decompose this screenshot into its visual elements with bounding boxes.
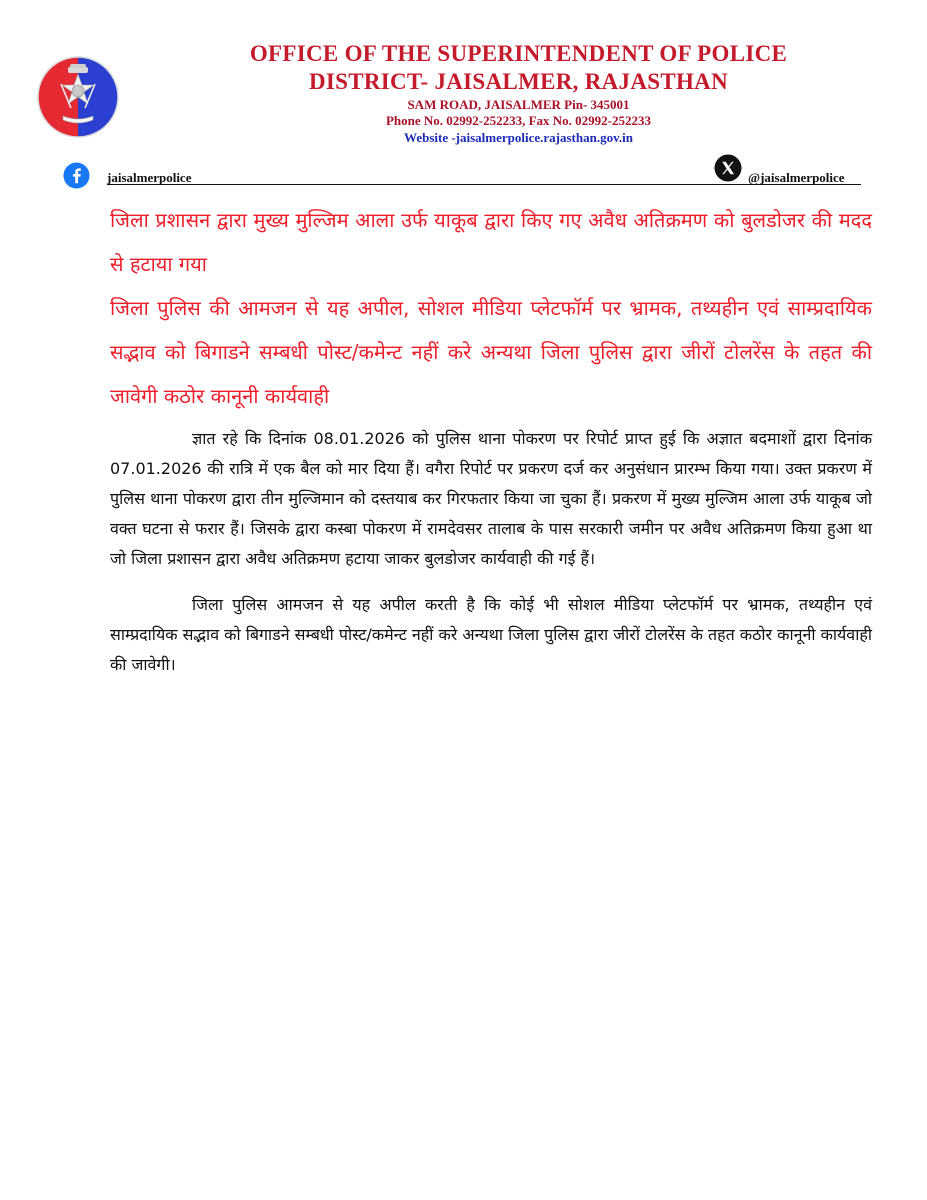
paragraph-appeal: जिला पुलिस आमजन से यह अपील करती है कि कोई भी सोशल मीडिया प्लेटफॉर्म पर भ्रामक, तथ्यहीन एवं साम्प्रदायिक सद्भाव को बिगाडने सम्बधी पोस्ट/कमेन्ट नहीं करे अन्यथा जिला पुलिस द्वारा जीरों टोलरेंस के तहत कठोर कानूनी कार्यवाही की जावेगी। (110, 595, 872, 674)
website-line: Website -jaisalmerpolice.rajasthan.gov.in (404, 130, 633, 145)
office-title: OFFICE OF THE SUPERINTENDENT OF POLICE (249, 41, 788, 66)
headline-block (110, 198, 872, 418)
address-line: SAM ROAD, JAISALMER Pin- 345001 (407, 97, 630, 112)
facebook-handle[interactable]: jaisalmerpolice (107, 170, 192, 185)
headline-appeal: जिला पुलिस की आमजन से यह अपील, सोशल मीडिया प्लेटफॉर्म पर भ्रामक, तथ्यहीन एवं साम्प्रदायिक सद्भाव को बिगाडने सम्बधी पोस्ट/कमेन्ट नहीं करे अन्यथा जिला पुलिस द्वारा जीरों टोलरेंस के तहत की जावेगी कठोर कानूनी कार्यवाही (110, 296, 872, 408)
headline-bulldozer: जिला प्रशासन द्वारा मुख्य मुल्जिम आला उर्फ याकूब द्वारा किए गए अवैध अतिक्रमण को बुलडोजर की मदद से हटाया गया (110, 208, 872, 276)
paragraph-incident: ज्ञात रहे कि दिनांक 08.01.2026 को पुलिस थाना पोकरण पर रिपोर्ट प्राप्त हुई कि अज्ञात बदमाशों द्वारा दिनांक 07.01.2026 की रात्रि में एक बैल को मार दिया हैं। वगैरा रिपोर्ट पर प्रकरण दर्ज कर अनुसंधान प्रारम्भ किया गया। उक्त प्रकरण में पुलिस थाना पोकरण द्वारा तीन मुल्जिमान को दस्तयाब कर गिरफतार किया जा चुका हैं। प्रकरण में मुख्य मुल्जिम आला उर्फ याकूब जो वक्त घटना से फरार हैं। जिसके द्वारा कस्बा पोकरण में रामदेवसर तालाब के पास सरकारी जमीन पर अवैध अतिक्रमण किया हुआ था जो जिला प्रशासन द्वारा अवैध अतिक्रमण हटाया जाकर बुलडोजर कार्यवाही की गई हैं। (110, 429, 872, 568)
letterhead (130, 40, 907, 146)
x-handle[interactable]: @jaisalmerpolice (748, 170, 845, 185)
phone-line: Phone No. 02992-252233, Fax No. 02992-252233 (385, 113, 652, 128)
press-note-body (110, 424, 872, 680)
x-twitter-icon[interactable] (714, 154, 742, 182)
social-bar (0, 154, 927, 194)
facebook-icon[interactable] (63, 162, 90, 189)
rajasthan-police-emblem-icon (37, 56, 119, 138)
district-title: DISTRICT- JAISALMER, RAJASTHAN (308, 69, 729, 94)
